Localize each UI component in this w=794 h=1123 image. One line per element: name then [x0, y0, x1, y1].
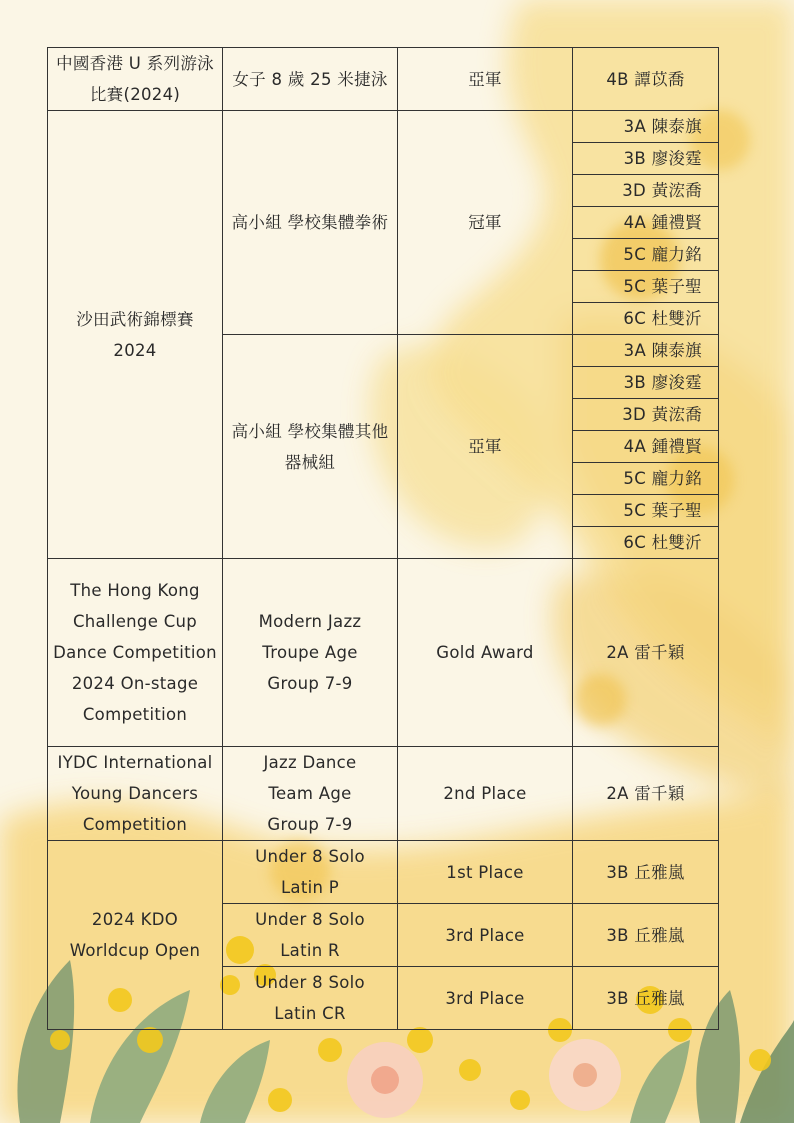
student-cell: 2A 雷千穎: [573, 559, 719, 747]
table-row: [48, 841, 719, 904]
student-cell: 6C 杜雙沂: [573, 303, 719, 335]
student-cell: 3D 黃浤喬: [573, 399, 719, 431]
student-cell: 3A 陳泰旗: [573, 335, 719, 367]
competition-cell: 中國香港 U 系列游泳比賽(2024): [48, 48, 223, 111]
award-cell: Gold Award: [398, 559, 573, 747]
student-cell: 4A 鍾禮賢: [573, 207, 719, 239]
competition-cell: IYDC International Young Dancers Competition: [48, 747, 223, 841]
event-cell: 高小組 學校集體其他器械組: [223, 335, 398, 559]
student-cell: 5C 龐力銘: [573, 463, 719, 495]
event-cell: 高小組 學校集體拳術: [223, 111, 398, 335]
award-cell: 亞軍: [398, 48, 573, 111]
student-cell: 3A 陳泰旗: [573, 111, 719, 143]
award-cell: 3rd Place: [398, 967, 573, 1030]
award-cell: 亞軍: [398, 335, 573, 559]
student-cell: 2A 雷千穎: [573, 747, 719, 841]
table-row: [48, 111, 719, 143]
competition-cell: 沙田武術錦標賽 2024: [48, 111, 223, 559]
award-cell: 冠軍: [398, 111, 573, 335]
student-cell: 3B 丘雅嵐: [573, 904, 719, 967]
student-cell: 5C 葉子聖: [573, 271, 719, 303]
student-cell: 4B 譚苡喬: [573, 48, 719, 111]
table-row: [48, 559, 719, 747]
table-row: [48, 48, 719, 111]
student-cell: 3B 廖浚霆: [573, 143, 719, 175]
student-cell: 3D 黃浤喬: [573, 175, 719, 207]
competition-cell: The Hong Kong Challenge Cup Dance Competition 2024 On-stage Competition: [48, 559, 223, 747]
award-cell: 1st Place: [398, 841, 573, 904]
awards-table: [47, 47, 719, 1030]
student-cell: 3B 廖浚霆: [573, 367, 719, 399]
event-cell: Under 8 Solo Latin CR: [223, 967, 398, 1030]
award-cell: 2nd Place: [398, 747, 573, 841]
event-cell: Under 8 Solo Latin R: [223, 904, 398, 967]
competition-cell: 2024 KDO Worldcup Open: [48, 841, 223, 1030]
event-cell: Under 8 Solo Latin P: [223, 841, 398, 904]
event-cell: Jazz Dance Team Age Group 7-9: [223, 747, 398, 841]
student-cell: 3B 丘雅嵐: [573, 841, 719, 904]
student-cell: 5C 龐力銘: [573, 239, 719, 271]
event-cell: 女子 8 歲 25 米捷泳: [223, 48, 398, 111]
student-cell: 3B 丘雅嵐: [573, 967, 719, 1030]
student-cell: 5C 葉子聖: [573, 495, 719, 527]
event-cell: Modern Jazz Troupe Age Group 7-9: [223, 559, 398, 747]
student-cell: 6C 杜雙沂: [573, 527, 719, 559]
award-cell: 3rd Place: [398, 904, 573, 967]
student-cell: 4A 鍾禮賢: [573, 431, 719, 463]
table-row: [48, 747, 719, 841]
